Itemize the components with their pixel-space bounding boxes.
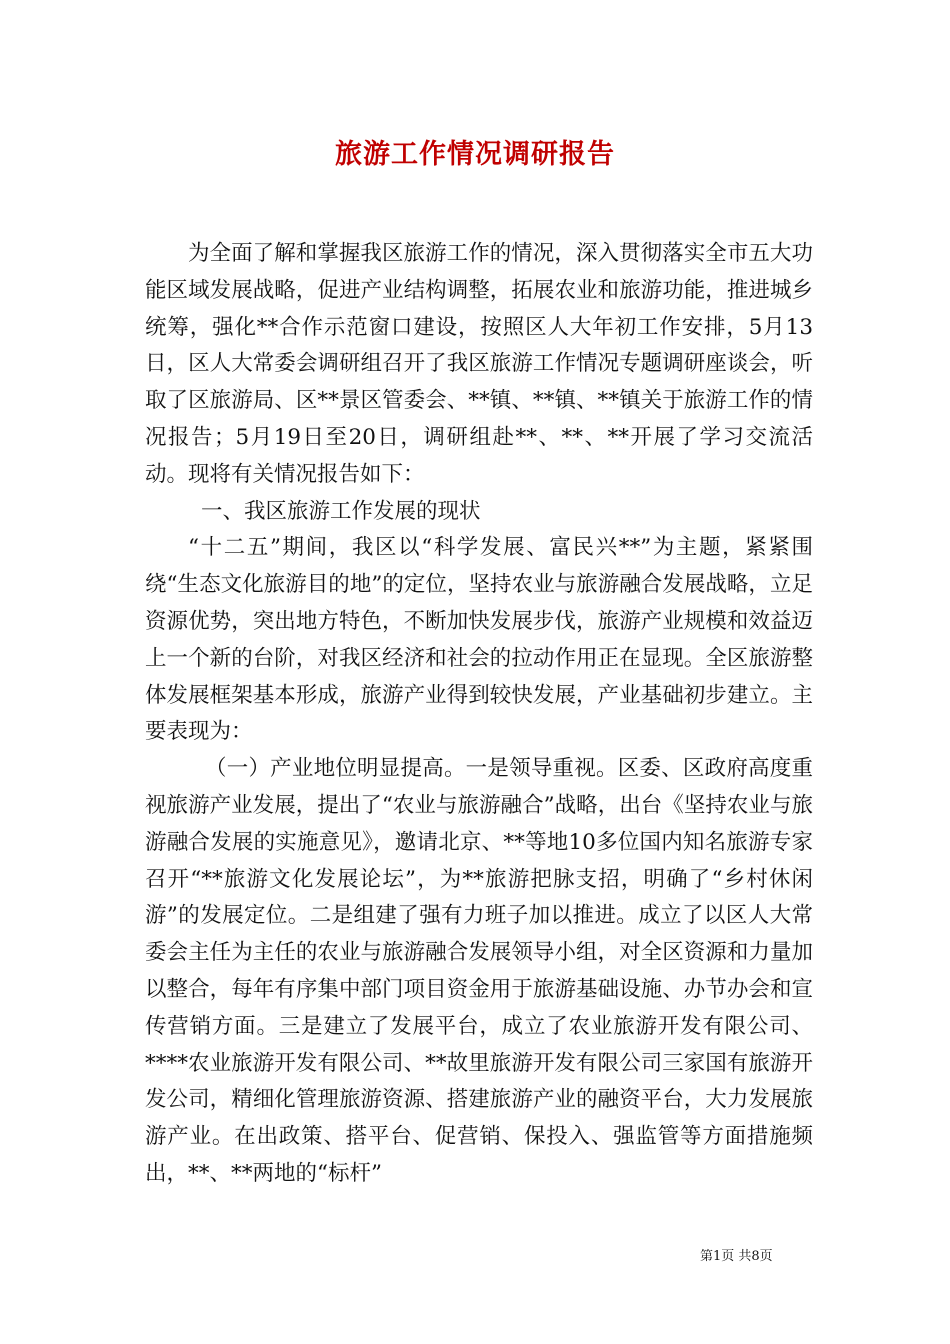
document-title: 旅游工作情况调研报告 [335, 139, 615, 170]
intro-paragraph: 为全面了解和掌握我区旅游工作的情况，深入贯彻落实全市五大功能区域发展战略，促进产业结构调整，拓展农业和旅游功能，推进城乡统筹，强化**合作示范窗口建设，按照区人大年初工作安排，5月13日，区人大常委会调研组召开了我区旅游工作情况专题调研座谈会，听取了区旅游局、区**景区管委会、**镇、**镇、**镇关于旅游工作的情况报告；5月19日至20日，调研组赴**、**、**开展了学习交流活动。现将有关情况报告如下： [145, 241, 813, 487]
section-heading: 一、我区旅游工作发展的现状 [201, 498, 481, 524]
body-paragraph: （一）产业地位明显提高。一是领导重视。区委、区政府高度重视旅游产业发展，提出了“农业与旅游融合”战略，出台《坚持农业与旅游融合发展的实施意见》，邀请北京、**等地10多位国内知名旅游专家召开“**旅游文化发展论坛”，为**旅游把脉支招，明确了“乡村休闲游”的发展定位。二是组建了强有力班子加以推进。成立了以区人大常委会主任为主任的农业与旅游融合发展领导小组，对全区资源和力量加以整合，每年有序集中部门项目资金用于旅游基础设施、办节办会和宣传营销方面。三是建立了发展平台，成立了农业旅游开发有限公司、****农业旅游开发有限公司、**故里旅游开发有限公司三家国有旅游开发公司，精细化管理旅游资源、搭建旅游产业的融资平台，大力发展旅游产业。在出政策、搭平台、促营销、保投入、强监管等方面措施频出，**、**两地的“标杆” [145, 756, 813, 1186]
page-number: 第1页 共8页 [700, 1249, 773, 1264]
document-body [145, 236, 813, 1193]
body-paragraph: “十二五”期间，我区以“科学发展、富民兴**”为主题，紧紧围绕“生态文化旅游目的地”的定位，坚持农业与旅游融合发展战略，立足资源优势，突出地方特色，不断加快发展步伐，旅游产业规模和效益迈上一个新的台阶，对我区经济和社会的拉动作用正在显现。全区旅游整体发展框架基本形成，旅游产业得到较快发展，产业基础初步建立。主要表现为： [145, 535, 813, 745]
